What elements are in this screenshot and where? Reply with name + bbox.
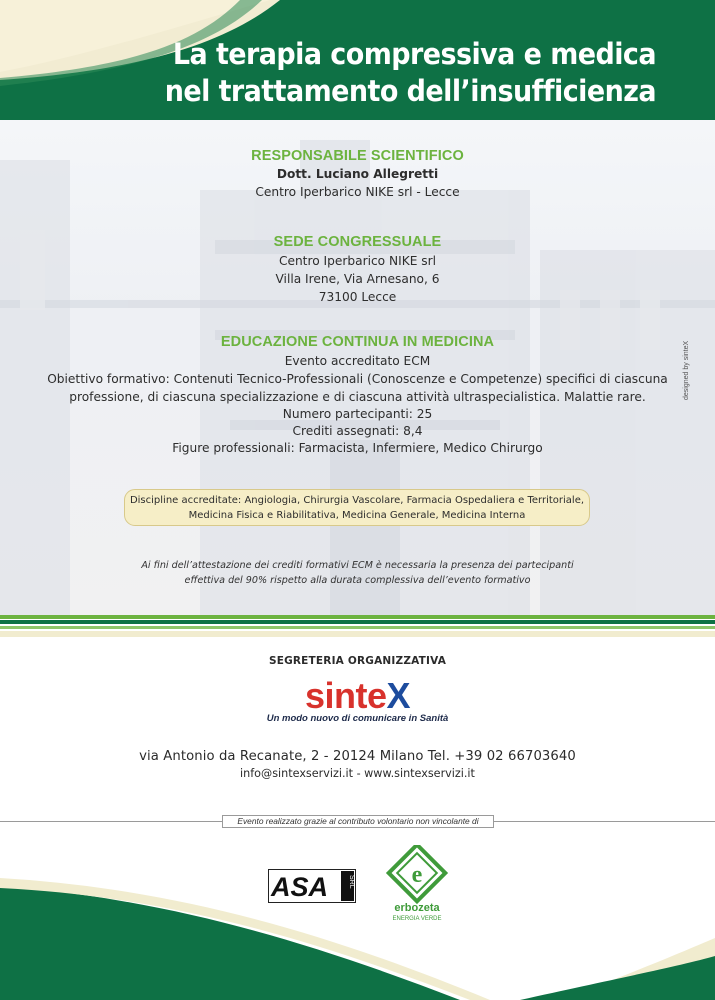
divider-stripe — [0, 620, 715, 624]
divider-stripe — [0, 626, 715, 629]
responsabile-name: Dott. Luciano Allegretti — [276, 167, 439, 181]
sintex-logo — [0, 676, 715, 716]
segreteria-address: via Antonio da Recanate, 2 - 20124 Milano Tel. +39 02 66703640 — [139, 749, 576, 764]
erbozeta-mark: e — [411, 862, 423, 888]
erbozeta-name: erbozeta — [394, 902, 440, 914]
asa-logo-text: ASA — [271, 872, 329, 902]
sintex-logo-x: X — [386, 675, 411, 716]
responsabile-heading: RESPONSABILE SCIENTIFICO — [251, 148, 464, 164]
sintex-logo-main: sinte — [304, 675, 387, 716]
title-line-1: La terapia compressiva e medica — [172, 37, 656, 71]
title-line-2: nel trattamento dell’insufficienza — [164, 74, 656, 108]
ecm-line: Obiettivo formativo: Contenuti Tecnico-Professionali (Conoscenze e Competenze) specifici di ciascuna — [47, 372, 668, 386]
ecm-line: Numero partecipanti: 25 — [282, 407, 433, 421]
segreteria-heading: SEGRETERIA ORGANIZZATIVA — [268, 655, 447, 667]
ecm-line: Evento accreditato ECM — [284, 354, 431, 368]
sintex-tagline: Un modo nuovo di comunicare in Sanità — [266, 713, 449, 724]
discipline-line: Medicina Fisica e Riabilitativa, Medicina Generale, Medicina Interna — [188, 510, 526, 521]
sede-line: Villa Irene, Via Arnesano, 6 — [275, 272, 440, 286]
footer-waves — [0, 868, 715, 1000]
ecm-note — [100, 559, 615, 588]
divider-stripe — [0, 631, 715, 637]
note-line: effettiva del 90% rispetto alla durata complessiva dell’evento formativo — [184, 574, 531, 586]
sede-heading: SEDE CONGRESSUALE — [273, 234, 442, 250]
asa-logo — [268, 869, 356, 903]
sede-line: Centro Iperbarico NIKE srl — [278, 254, 437, 268]
divider-stripe — [0, 615, 715, 619]
ecm-line: Crediti assegnati: 8,4 — [292, 424, 423, 438]
designed-by-credit — [681, 312, 691, 402]
segreteria-contacts: info@sintexservizi.it - www.sintexservizi.it — [240, 767, 475, 780]
asa-srl-text: SRL — [348, 875, 355, 889]
erbozeta-logo — [384, 845, 450, 923]
sponsor-caption: Evento realizzato grazie al contributo volontario non vincolante di — [237, 816, 479, 826]
ecm-line: professione, di ciascuna specializzazione e di ciascuna attività ultraspecialistica. Malattie rare. — [69, 390, 646, 404]
discipline-line: Discipline accreditate: Angiologia, Chirurgia Vascolare, Farmacia Ospedaliera e Territoriale, — [129, 495, 585, 506]
ecm-heading: EDUCAZIONE CONTINUA IN MEDICINA — [220, 334, 495, 350]
sede-line: 73100 Lecce — [318, 290, 397, 304]
note-line: Ai fini dell’attestazione dei crediti formativi ECM è necessaria la presenza dei partecipanti — [141, 560, 574, 571]
responsabile-org: Centro Iperbarico NIKE srl - Lecce — [255, 185, 460, 199]
ecm-line: Figure professionali: Farmacista, Infermiere, Medico Chirurgo — [172, 441, 543, 455]
designed-by-text: designed by sinteX — [683, 340, 690, 400]
erbozeta-tagline: ENERGIA VERDE — [392, 916, 442, 922]
discipline-text — [124, 493, 590, 523]
